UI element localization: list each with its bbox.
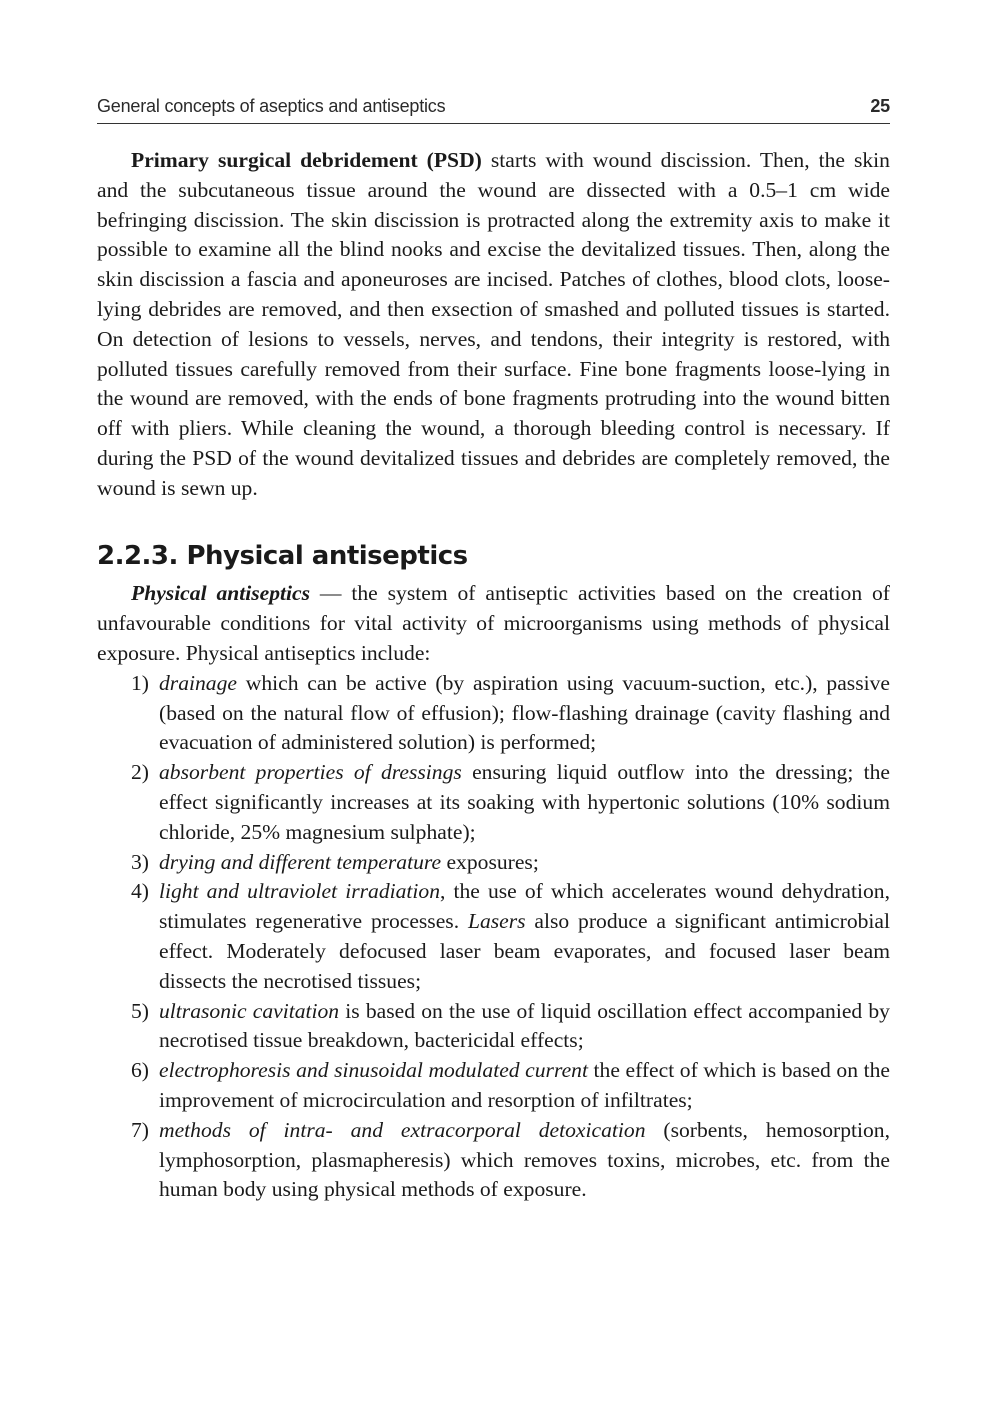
definition-text: — the system of antiseptic activities based on the creation of unfavourable conditions for vital activity of microorganisms using methods of physical exposure. Physical antiseptics include: — [97, 581, 890, 665]
psd-text: starts with wound discission. Then, the skin and the subcutaneous tissue around the wound are dissected with a 0.5–1 cm wide befringing discission. The skin discission is protracted along the extremity axis to make it possible to examine all the blind nooks and excise the devitalized tissues. Then, along the skin discission a fascia and aponeuroses are incised. Patches of clothes, blood clots, loose-lying debrides are removed, and then exsection of smashed and polluted tissues is started. On detection of lesions to vessels, nerves, and tendons, their integrity is restored, with polluted tissues carefully removed from their surface. Fine bone fragments loose-lying in the wound are removed, with the ends of bone fragments protruding into the wound bitten off with pliers. While cleaning the wound, a thorough bleeding control is necessary. If during the PSD of the wound devitalized tissues and debrides are completely removed, the wound is sewn up. — [97, 148, 890, 500]
list-marker: 5) — [131, 998, 149, 1023]
page-number: 25 — [870, 96, 890, 116]
list-item — [97, 1116, 890, 1205]
list-item — [97, 848, 890, 878]
list-item-term-secondary: Lasers — [467, 909, 526, 934]
list-item-term: drainage — [159, 670, 237, 695]
list-item-term: light and ultraviolet irradiation — [159, 879, 441, 904]
list-marker: 4) — [131, 879, 149, 904]
list-marker: 7) — [131, 1117, 149, 1142]
list-item-text: which can be active (by aspiration using vacuum-suction, etc.), passive (based on the natural flow of effusion); flow-flashing drainage (cavity flashing and evacuation of administered solution) is performed; — [159, 670, 890, 755]
list-marker: 1) — [131, 670, 149, 695]
list-item-term: methods of intra- and extracorporal detoxication — [159, 1117, 646, 1142]
list-item-text: ensuring liquid outflow into the dressing; the effect significantly increases at its soaking with hypertonic solutions (10% sodium chloride, 25% magnesium sulphate); — [159, 760, 891, 844]
list-item — [97, 1056, 890, 1116]
list-item-term: electrophoresis and sinusoidal modulated current — [159, 1058, 588, 1083]
psd-term: Primary surgical debridement (PSD) — [131, 148, 482, 172]
list-item — [97, 669, 890, 758]
list-item — [97, 997, 890, 1057]
list-marker: 3) — [131, 849, 149, 874]
page-body — [97, 146, 890, 1205]
running-head-title: General concepts of aseptics and antiseptics — [97, 96, 446, 116]
antiseptics-list — [97, 669, 890, 1205]
definition-term: Physical antiseptics — [131, 581, 311, 606]
list-item — [97, 877, 890, 996]
list-item-term: absorbent properties of dressings — [159, 760, 462, 785]
definition-paragraph — [97, 579, 890, 668]
list-item-text: (sorbents, hemosorption, lymphosorption, plasmapheresis) which removes toxins, microbes, etc. from the human body using physical methods of exposure. — [159, 1117, 890, 1202]
section-heading: 2.2.3. Physical antiseptics — [97, 540, 468, 571]
list-item-text: is based on the use of liquid oscillation effect accompanied by necrotised tissue breakdown, bactericidal effects; — [159, 998, 890, 1053]
list-marker: 6) — [131, 1058, 149, 1083]
list-item — [97, 758, 890, 847]
running-head — [97, 96, 890, 124]
list-marker: 2) — [131, 760, 149, 785]
list-item-text: exposures; — [441, 849, 539, 874]
list-item-text-secondary: also produce a significant antimicrobial effect. Moderately defocused laser beam evaporates, and focused laser beam dissects the necrotised tissues; — [159, 909, 890, 993]
psd-paragraph — [97, 146, 890, 504]
list-item-term: drying and different temperature — [159, 849, 442, 874]
list-item-term: ultrasonic cavitation — [159, 998, 340, 1023]
book-page — [97, 96, 890, 1205]
list-item-text: , the use of which accelerates wound dehydration, stimulates regenerative processes. — [159, 879, 890, 934]
list-item-text: the effect of which is based on the improvement of microcirculation and resorption of infiltrates; — [159, 1058, 890, 1112]
